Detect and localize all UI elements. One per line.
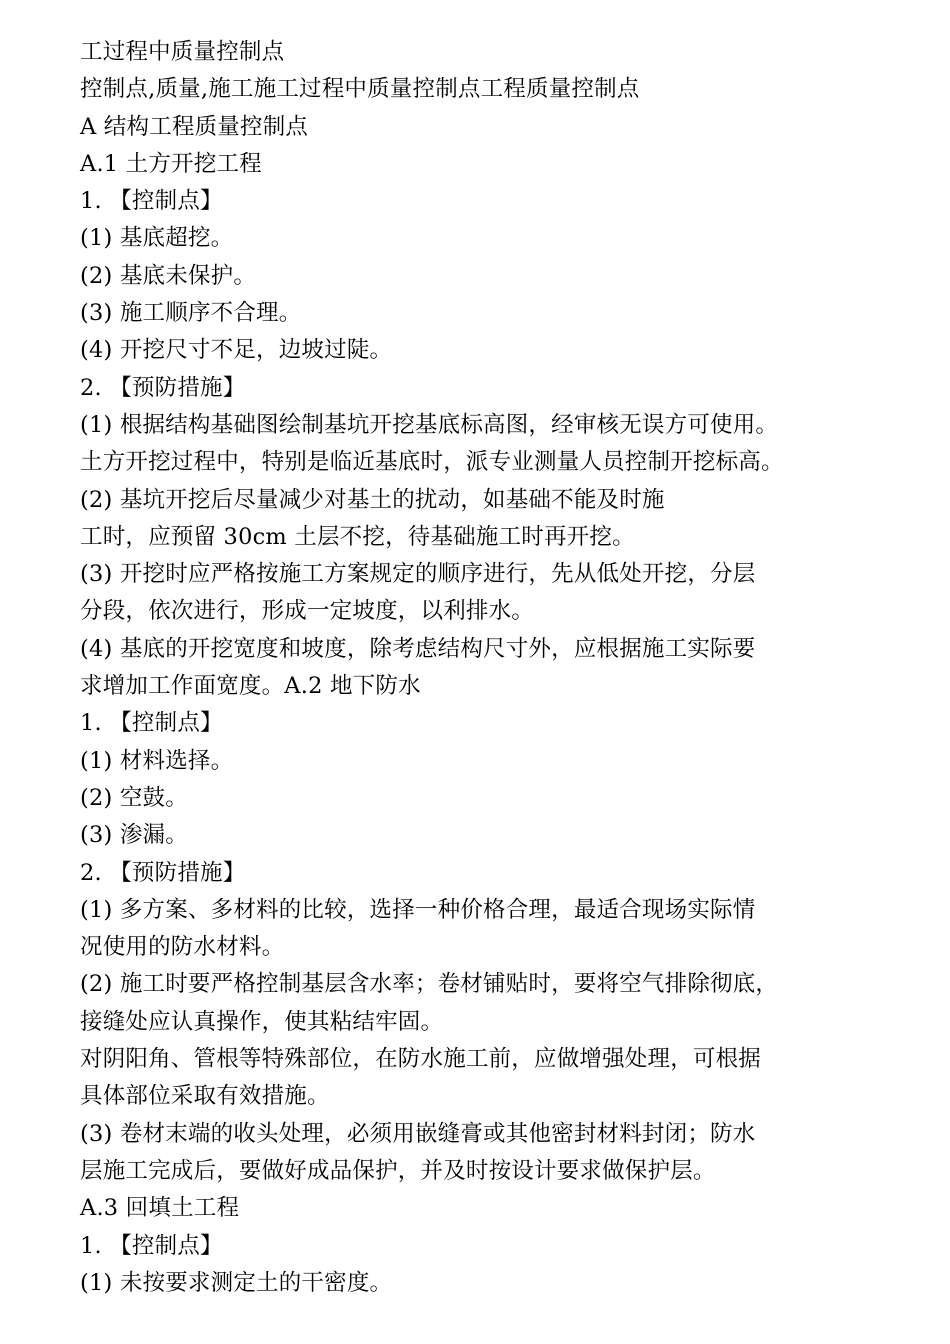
text-line: 况使用的防水材料。 (80, 934, 285, 961)
text-line: (2) 基坑开挖后尽量减少对基土的扰动，如基础不能及时施 (80, 486, 665, 513)
prevention-heading: 2. 【预防措施】 (80, 859, 246, 886)
text-line: 对阴阳角、管根等特殊部位，在防水施工前，应做增强处理，可根据 (80, 1046, 762, 1073)
text-line: (3) 开挖时应严格按施工方案规定的顺序进行，先从低处开挖，分层 (80, 561, 756, 588)
text-line: 具体部位采取有效措施。 (80, 1083, 330, 1110)
text-line: (3) 施工顺序不合理。 (80, 300, 302, 327)
text-line: (1) 多方案、多材料的比较，选择一种价格合理，最适合现场实际情 (80, 896, 756, 923)
text-line: (1) 根据结构基础图绘制基坑开挖基底标高图，经审核无误方可使用。 (80, 411, 779, 438)
text-line: (2) 基底未保护。 (80, 262, 257, 289)
text-line: (3) 卷材末端的收头处理，必须用嵌缝膏或其他密封材料封闭；防水 (80, 1120, 756, 1147)
text-line: (3) 渗漏。 (80, 822, 188, 849)
text-line: 求增加工作面宽度。A.2 地下防水 (80, 673, 421, 700)
text-line: (4) 开挖尺寸不足，边坡过陡。 (80, 337, 393, 364)
text-line: 接缝处应认真操作，使其粘结牢固。 (80, 1008, 444, 1035)
subsection-heading-a1: A.1 土方开挖工程 (80, 150, 262, 177)
subsection-heading-a3: A.3 回填土工程 (80, 1195, 240, 1222)
control-points-heading: 1. 【控制点】 (80, 710, 223, 737)
text-line: (1) 未按要求测定土的干密度。 (80, 1269, 393, 1296)
text-line: 工时，应预留 30cm 土层不挖，待基础施工时再开挖。 (80, 523, 635, 550)
text-line: 分段，依次进行，形成一定坡度，以利排水。 (80, 598, 535, 625)
doc-keywords: 控制点,质量,施工施工过程中质量控制点工程质量控制点 (80, 76, 640, 103)
doc-title: 工过程中质量控制点 (80, 39, 285, 65)
text-line: (4) 基底的开挖宽度和坡度，除考虑结构尺寸外，应根据施工实际要 (80, 635, 756, 662)
text-line: (2) 施工时要严格控制基层含水率；卷材铺贴时，要将空气排除彻底， (80, 971, 779, 998)
control-points-heading: 1. 【控制点】 (80, 188, 223, 215)
text-line: 层施工完成后，要做好成品保护，并及时按设计要求做保护层。 (80, 1157, 716, 1184)
control-points-heading: 1. 【控制点】 (80, 1232, 223, 1259)
document-page (80, 34, 900, 1302)
prevention-heading: 2. 【预防措施】 (80, 374, 246, 401)
text-line: 土方开挖过程中，特别是临近基底时，派专业测量人员控制开挖标高。 (80, 449, 784, 476)
text-line: (1) 材料选择。 (80, 747, 234, 774)
text-line: (2) 空鼓。 (80, 784, 188, 811)
section-heading-a: A 结构工程质量控制点 (80, 113, 309, 140)
text-line: (1) 基底超挖。 (80, 225, 234, 252)
